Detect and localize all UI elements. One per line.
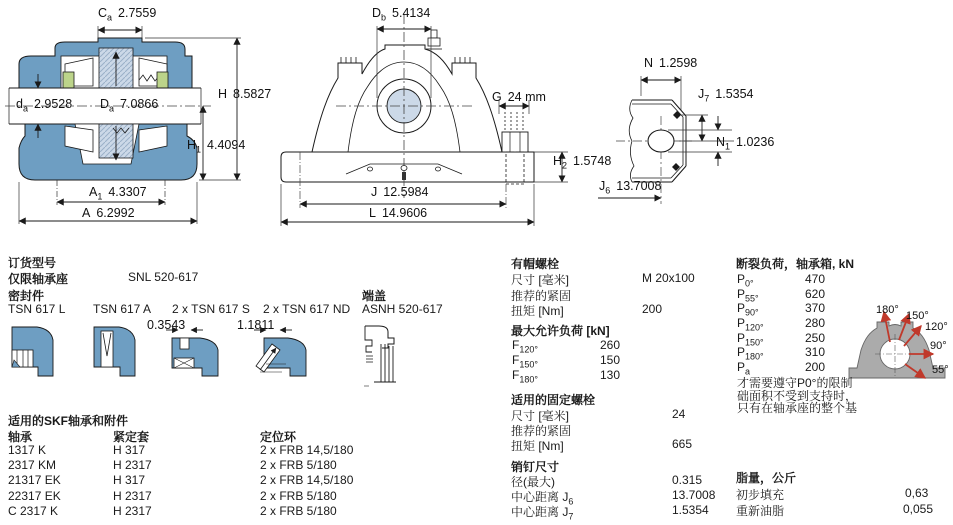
angle-label-150: 150° <box>906 310 929 322</box>
breaking-load-value: 310 <box>805 345 826 359</box>
breaking-load-value: 280 <box>805 316 826 330</box>
angle-label-120: 120° <box>925 321 948 333</box>
end-cover-diagram-asnh <box>361 324 409 390</box>
dim-j6: $J_6$ 13.7008 <box>599 179 662 196</box>
fixing-bolt-torque-value: 665 <box>672 437 693 451</box>
housing-designation: SNL 520-617 <box>128 270 199 284</box>
fixing-bolt-torque-label: 扭矩 [Nm] <box>511 439 564 453</box>
dim-n: N 1.2598 <box>644 56 698 70</box>
table-cell: 21317 EK <box>8 473 61 487</box>
fixing-bolt-size-value: 24 <box>672 407 686 421</box>
breaking-load-row: $P_{90^\circ}$ <box>737 301 759 318</box>
grease-title: 脂量，公斤 <box>736 471 797 485</box>
cap-bolt-size-label: 尺寸 [毫米] <box>511 273 570 287</box>
grease-row-value: 0,63 <box>905 486 929 500</box>
breaking-load-value: 620 <box>805 287 826 301</box>
pin-row-label: 中心距离 $J_6$ <box>511 490 574 507</box>
max-load-title: 最大允许负荷 [kN] <box>511 324 610 338</box>
breaking-load-row: $P_{55^\circ}$ <box>737 287 759 304</box>
table-cell: H 2317 <box>113 458 152 472</box>
breaking-load-value: 470 <box>805 272 826 286</box>
angle-label-180: 180° <box>876 304 899 316</box>
dim-a1: $A_1$ 4.3307 <box>89 185 147 202</box>
col-header-sleeve: 紧定套 <box>113 430 150 444</box>
cap-bolt-torque-label: 扭矩 [Nm] <box>511 304 564 318</box>
dim-h2: $H_2$ 1.5748 <box>553 154 612 171</box>
table-cell: 2 x FRB 14,5/180 <box>260 443 354 457</box>
dim-a: A 6.2992 <box>82 206 135 220</box>
breaking-load-title: 断裂负荷，轴承箱, kN <box>736 257 855 271</box>
dim-g: G 24 mm <box>492 90 546 104</box>
table-cell: 2317 KM <box>8 458 57 472</box>
max-load-row: $F_{120^\circ}$ <box>512 338 538 355</box>
pin-row-value: 13.7008 <box>672 488 716 502</box>
dim-db: $D_b$ 5.4134 <box>372 6 431 23</box>
table-cell: 2 x FRB 5/180 <box>260 489 337 503</box>
col-header-locating-ring: 定位环 <box>260 430 297 444</box>
breaking-load-row: $P_a$ <box>737 360 751 377</box>
breaking-load-row: $P_{120^\circ}$ <box>737 316 764 333</box>
cap-bolt-tighten-label: 推荐的紧固 <box>511 289 572 303</box>
table-cell: H 2317 <box>113 489 152 503</box>
max-load-value: 260 <box>600 338 621 352</box>
pin-row-value: 0.315 <box>672 473 703 487</box>
pin-row-label: 中心距离 $J_7$ <box>511 505 574 522</box>
table-cell: 2 x FRB 14,5/180 <box>260 473 354 487</box>
breaking-load-value: 370 <box>805 301 826 315</box>
dim-seal-s: 0.3543 <box>147 318 186 332</box>
table-cell: 2 x FRB 5/180 <box>260 504 337 518</box>
max-load-value: 130 <box>600 368 621 382</box>
dim-j: J 12.5984 <box>371 185 429 199</box>
end-cover-label: 端盖 <box>362 289 387 303</box>
cap-bolts-title: 有帽螺栓 <box>511 257 560 271</box>
max-load-row: $F_{150^\circ}$ <box>512 353 538 370</box>
table-cell: H 2317 <box>113 504 152 518</box>
table-cell: H 317 <box>113 473 146 487</box>
breaking-load-note: 才需要遵守P0°的限制 础面积不受到支持时， 只有在轴承座的整个基 <box>737 376 858 415</box>
dim-seal-nd: 1.1811 <box>237 318 275 332</box>
grease-row-label: 初步填充 <box>736 488 785 502</box>
angle-label-55: 55° <box>932 364 949 376</box>
seals-label: 密封件 <box>8 289 45 303</box>
dim-h: H 8.5827 <box>218 87 272 101</box>
dim-j7: $J_7$ 1.5354 <box>698 87 754 104</box>
col-header-bearing: 轴承 <box>8 430 33 444</box>
seal-diagram-tsn-l <box>9 326 57 378</box>
bearings-table-title: 适用的SKF轴承和附件 <box>8 414 129 428</box>
dim-ca: $C_a$ 2.7559 <box>98 6 157 23</box>
seal-diagram-tsn-a <box>91 326 139 378</box>
cap-bolt-size-value: M 20x100 <box>642 271 695 285</box>
breaking-load-row: $P_{150^\circ}$ <box>737 331 764 348</box>
breaking-load-value: 250 <box>805 331 826 345</box>
fixing-bolt-tighten-label: 推荐的紧固 <box>511 424 572 438</box>
seal-item: 2 x TSN 617 ND <box>263 302 351 316</box>
fixing-bolts-title: 适用的固定螺栓 <box>511 393 596 407</box>
grease-row-value: 0,055 <box>903 502 934 516</box>
ordering-title: 订货型号 <box>8 256 57 270</box>
breaking-load-row: $P_{0^\circ}$ <box>737 272 754 289</box>
max-load-row: $F_{180^\circ}$ <box>512 368 538 385</box>
dim-da-shaft: $d_a$ 2.9528 <box>16 97 73 114</box>
housing-front-view-diagram <box>278 2 618 228</box>
dim-l: L 14.9606 <box>369 206 428 220</box>
table-cell: C 2317 K <box>8 504 59 518</box>
seal-item: TSN 617 A <box>93 302 152 316</box>
table-cell: H 317 <box>113 443 146 457</box>
pin-row-value: 1.5354 <box>672 503 709 517</box>
dim-h1: $H_1$ 4.4094 <box>187 138 246 155</box>
angle-label-90: 90° <box>930 340 947 352</box>
table-cell: 2 x FRB 5/180 <box>260 458 337 472</box>
breaking-load-row: $P_{180^\circ}$ <box>737 345 764 362</box>
cap-bolt-torque-value: 200 <box>642 302 663 316</box>
table-cell: 22317 EK <box>8 489 61 503</box>
fixing-bolt-size-label: 尺寸 [毫米] <box>511 409 570 423</box>
pins-title: 销钉尺寸 <box>511 460 560 474</box>
table-cell: 1317 K <box>8 443 47 457</box>
dim-da-bore: $D_a$ 7.0866 <box>100 97 159 114</box>
end-cover-designation: ASNH 520-617 <box>362 302 443 316</box>
housing-only-label: 仅限轴承座 <box>8 272 69 286</box>
breaking-load-value: 200 <box>805 360 826 374</box>
seal-item: 2 x TSN 617 S <box>172 302 250 316</box>
max-load-value: 150 <box>600 353 621 367</box>
seal-item: TSN 617 L <box>8 302 66 316</box>
grease-row-label: 重新油脂 <box>736 504 785 518</box>
pin-row-label: 径(最大) <box>511 475 555 489</box>
dim-n1: $N_1$ 1.0236 <box>716 135 775 152</box>
